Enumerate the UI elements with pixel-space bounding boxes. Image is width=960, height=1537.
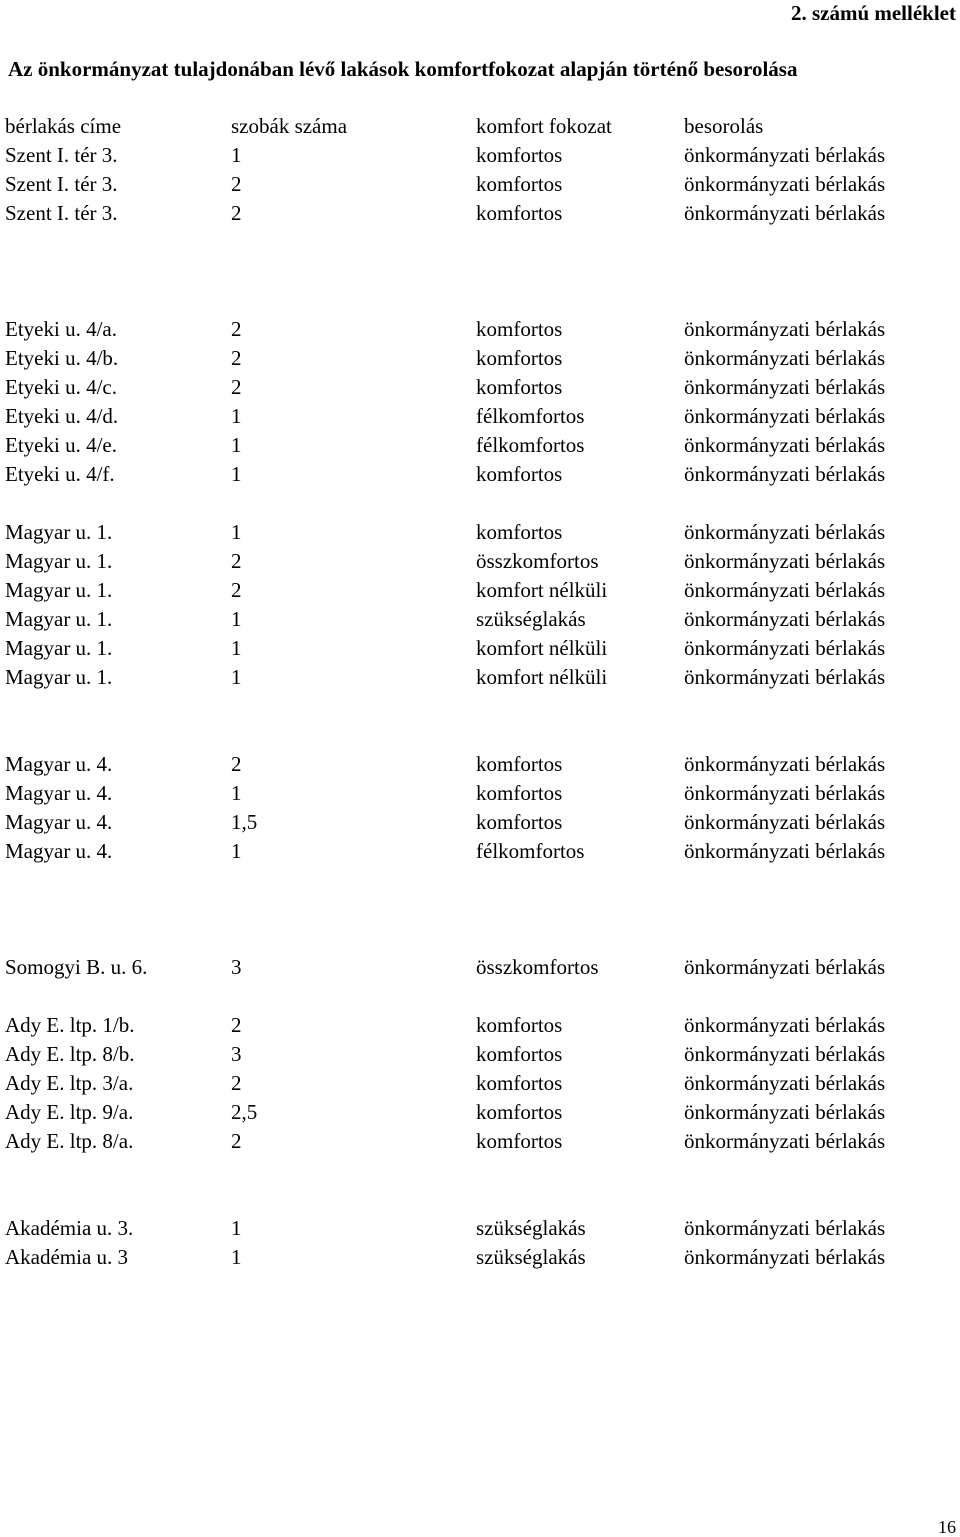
- cell-rooms: 1: [231, 1216, 242, 1240]
- cell-rooms: 1: [231, 462, 242, 486]
- cell-comfort-level: félkomfortos: [476, 839, 585, 863]
- cell-address: Magyar u. 1.: [5, 636, 113, 660]
- cell-classification: önkormányzati bérlakás: [684, 578, 886, 602]
- cell-rooms: 1: [231, 665, 242, 689]
- table-row: [5, 402, 955, 431]
- cell-rooms: 2: [231, 172, 242, 196]
- cell-rooms: 2: [231, 201, 242, 225]
- cell-rooms: 1: [231, 1245, 242, 1269]
- cell-comfort-level: összkomfortos: [476, 955, 599, 979]
- cell-comfort-level: komfortos: [476, 1071, 563, 1095]
- table-row: [5, 199, 955, 228]
- cell-address: Ady E. ltp. 3/a.: [5, 1071, 134, 1095]
- cell-comfort-level: szükséglakás: [476, 1245, 586, 1269]
- cell-address: Magyar u. 1.: [5, 578, 113, 602]
- cell-rooms: 1: [231, 143, 242, 167]
- cell-classification: önkormányzati bérlakás: [684, 781, 886, 805]
- table-row: [5, 1127, 955, 1156]
- cell-address: Ady E. ltp. 1/b.: [5, 1013, 135, 1037]
- cell-classification: önkormányzati bérlakás: [684, 607, 886, 631]
- table-row: [5, 808, 955, 837]
- cell-comfort-level: komfortos: [476, 810, 563, 834]
- table-row: [5, 170, 955, 199]
- table-row: [5, 315, 955, 344]
- cell-classification: önkormányzati bérlakás: [684, 404, 886, 428]
- cell-comfort-level: komfortos: [476, 520, 563, 544]
- cell-classification: önkormányzati bérlakás: [684, 636, 886, 660]
- cell-classification: önkormányzati bérlakás: [684, 549, 886, 573]
- cell-rooms: 2: [231, 752, 242, 776]
- table-row: [5, 750, 955, 779]
- blank-row: [5, 692, 955, 721]
- cell-address: Ady E. ltp. 8/b.: [5, 1042, 135, 1066]
- cell-address: Magyar u. 1.: [5, 520, 113, 544]
- cell-rooms: 1: [231, 607, 242, 631]
- cell-comfort-level: komfortos: [476, 201, 563, 225]
- table-row: [5, 837, 955, 866]
- cell-rooms: 1,5: [231, 810, 258, 834]
- table-row: [5, 576, 955, 605]
- blank-row: [5, 982, 955, 1011]
- table-row: [5, 779, 955, 808]
- cell-comfort-level: komfortos: [476, 1129, 563, 1153]
- blank-row: [5, 228, 955, 257]
- cell-classification: önkormányzati bérlakás: [684, 346, 886, 370]
- cell-rooms: 2: [231, 1071, 242, 1095]
- cell-rooms: 3: [231, 1042, 242, 1066]
- table-row: [5, 1040, 955, 1069]
- cell-address: Magyar u. 4.: [5, 839, 113, 863]
- cell-comfort-level: komfortos: [476, 781, 563, 805]
- table-row: [5, 634, 955, 663]
- cell-address: Szent I. tér 3.: [5, 172, 118, 196]
- cell-comfort-level: komfortos: [476, 462, 563, 486]
- cell-address: Somogyi B. u. 6.: [5, 955, 148, 979]
- cell-rooms: 1: [231, 636, 242, 660]
- cell-classification: önkormányzati bérlakás: [684, 810, 886, 834]
- table-row: [5, 431, 955, 460]
- cell-rooms: 1: [231, 404, 242, 428]
- cell-address: Magyar u. 1.: [5, 549, 113, 573]
- column-header-comfort-level: komfort fokozat: [476, 114, 612, 138]
- cell-address: Szent I. tér 3.: [5, 143, 118, 167]
- cell-address: Etyeki u. 4/b.: [5, 346, 119, 370]
- cell-comfort-level: félkomfortos: [476, 404, 585, 428]
- table-row: [5, 1243, 955, 1272]
- cell-rooms: 2: [231, 1013, 242, 1037]
- cell-rooms: 2: [231, 578, 242, 602]
- cell-classification: önkormányzati bérlakás: [684, 1129, 886, 1153]
- table-header-row: [5, 112, 955, 141]
- housing-table: [5, 112, 955, 1272]
- cell-classification: önkormányzati bérlakás: [684, 839, 886, 863]
- cell-rooms: 1: [231, 520, 242, 544]
- cell-address: Etyeki u. 4/c.: [5, 375, 117, 399]
- table-row: [5, 1069, 955, 1098]
- table-row: [5, 1011, 955, 1040]
- cell-address: Akadémia u. 3: [5, 1245, 129, 1269]
- cell-comfort-level: komfortos: [476, 143, 563, 167]
- table-row: [5, 547, 955, 576]
- blank-row: [5, 866, 955, 895]
- cell-address: Etyeki u. 4/a.: [5, 317, 117, 341]
- cell-rooms: 2: [231, 1129, 242, 1153]
- cell-classification: önkormányzati bérlakás: [684, 955, 886, 979]
- cell-address: Magyar u. 1.: [5, 607, 113, 631]
- cell-classification: önkormányzati bérlakás: [684, 375, 886, 399]
- table-row: [5, 373, 955, 402]
- cell-classification: önkormányzati bérlakás: [684, 462, 886, 486]
- cell-classification: önkormányzati bérlakás: [684, 1071, 886, 1095]
- cell-address: Magyar u. 4.: [5, 781, 113, 805]
- cell-classification: önkormányzati bérlakás: [684, 1100, 886, 1124]
- column-header-rooms: szobák száma: [231, 114, 348, 138]
- blank-row: [5, 895, 955, 924]
- cell-rooms: 2: [231, 375, 242, 399]
- table-row: [5, 1214, 955, 1243]
- cell-comfort-level: komfortos: [476, 317, 563, 341]
- page-number: 16: [938, 1517, 956, 1537]
- table-body: [5, 141, 955, 1272]
- cell-classification: önkormányzati bérlakás: [684, 433, 886, 457]
- cell-address: Magyar u. 1.: [5, 665, 113, 689]
- cell-comfort-level: komfort nélküli: [476, 636, 608, 660]
- cell-comfort-level: félkomfortos: [476, 433, 585, 457]
- cell-address: Magyar u. 4.: [5, 810, 113, 834]
- cell-classification: önkormányzati bérlakás: [684, 317, 886, 341]
- cell-comfort-level: komfortos: [476, 375, 563, 399]
- cell-comfort-level: szükséglakás: [476, 607, 586, 631]
- cell-rooms: 2,5: [231, 1100, 258, 1124]
- document-title: Az önkormányzat tulajdonában lévő lakások komfortfokozat alapján történő besorolása: [8, 57, 798, 81]
- cell-classification: önkormányzati bérlakás: [684, 143, 886, 167]
- cell-rooms: 3: [231, 955, 242, 979]
- cell-rooms: 1: [231, 433, 242, 457]
- cell-rooms: 1: [231, 781, 242, 805]
- cell-address: Etyeki u. 4/e.: [5, 433, 117, 457]
- table-row: [5, 953, 955, 982]
- blank-row: [5, 257, 955, 286]
- blank-row: [5, 1156, 955, 1185]
- cell-comfort-level: komfortos: [476, 1042, 563, 1066]
- cell-address: Szent I. tér 3.: [5, 201, 118, 225]
- cell-comfort-level: komfortos: [476, 172, 563, 196]
- cell-address: Ady E. ltp. 8/a.: [5, 1129, 134, 1153]
- blank-row: [5, 924, 955, 953]
- cell-address: Ady E. ltp. 9/a.: [5, 1100, 134, 1124]
- cell-comfort-level: komfort nélküli: [476, 578, 608, 602]
- cell-classification: önkormányzati bérlakás: [684, 1216, 886, 1240]
- cell-classification: önkormányzati bérlakás: [684, 1013, 886, 1037]
- blank-row: [5, 1185, 955, 1214]
- cell-comfort-level: komfortos: [476, 1100, 563, 1124]
- cell-address: Magyar u. 4.: [5, 752, 113, 776]
- cell-classification: önkormányzati bérlakás: [684, 172, 886, 196]
- cell-classification: önkormányzati bérlakás: [684, 520, 886, 544]
- cell-classification: önkormányzati bérlakás: [684, 752, 886, 776]
- cell-comfort-level: szükséglakás: [476, 1216, 586, 1240]
- table-row: [5, 344, 955, 373]
- cell-classification: önkormányzati bérlakás: [684, 665, 886, 689]
- blank-row: [5, 286, 955, 315]
- cell-rooms: 2: [231, 549, 242, 573]
- cell-rooms: 2: [231, 346, 242, 370]
- column-header-classification: besorolás: [684, 114, 764, 138]
- cell-comfort-level: komfortos: [476, 1013, 563, 1037]
- cell-address: Etyeki u. 4/d.: [5, 404, 119, 428]
- cell-comfort-level: komfort nélküli: [476, 665, 608, 689]
- blank-row: [5, 489, 955, 518]
- table-row: [5, 663, 955, 692]
- cell-rooms: 2: [231, 317, 242, 341]
- cell-comfort-level: összkomfortos: [476, 549, 599, 573]
- annex-label: 2. számú melléklet: [790, 1, 956, 25]
- column-header-address: bérlakás címe: [5, 114, 122, 138]
- blank-row: [5, 721, 955, 750]
- cell-classification: önkormányzati bérlakás: [684, 1042, 886, 1066]
- cell-comfort-level: komfortos: [476, 346, 563, 370]
- cell-comfort-level: komfortos: [476, 752, 563, 776]
- cell-classification: önkormányzati bérlakás: [684, 201, 886, 225]
- table-row: [5, 1098, 955, 1127]
- table-row: [5, 605, 955, 634]
- table-row: [5, 141, 955, 170]
- cell-address: Etyeki u. 4/f.: [5, 462, 115, 486]
- cell-rooms: 1: [231, 839, 242, 863]
- cell-classification: önkormányzati bérlakás: [684, 1245, 886, 1269]
- cell-address: Akadémia u. 3.: [5, 1216, 134, 1240]
- table-row: [5, 518, 955, 547]
- table-row: [5, 460, 955, 489]
